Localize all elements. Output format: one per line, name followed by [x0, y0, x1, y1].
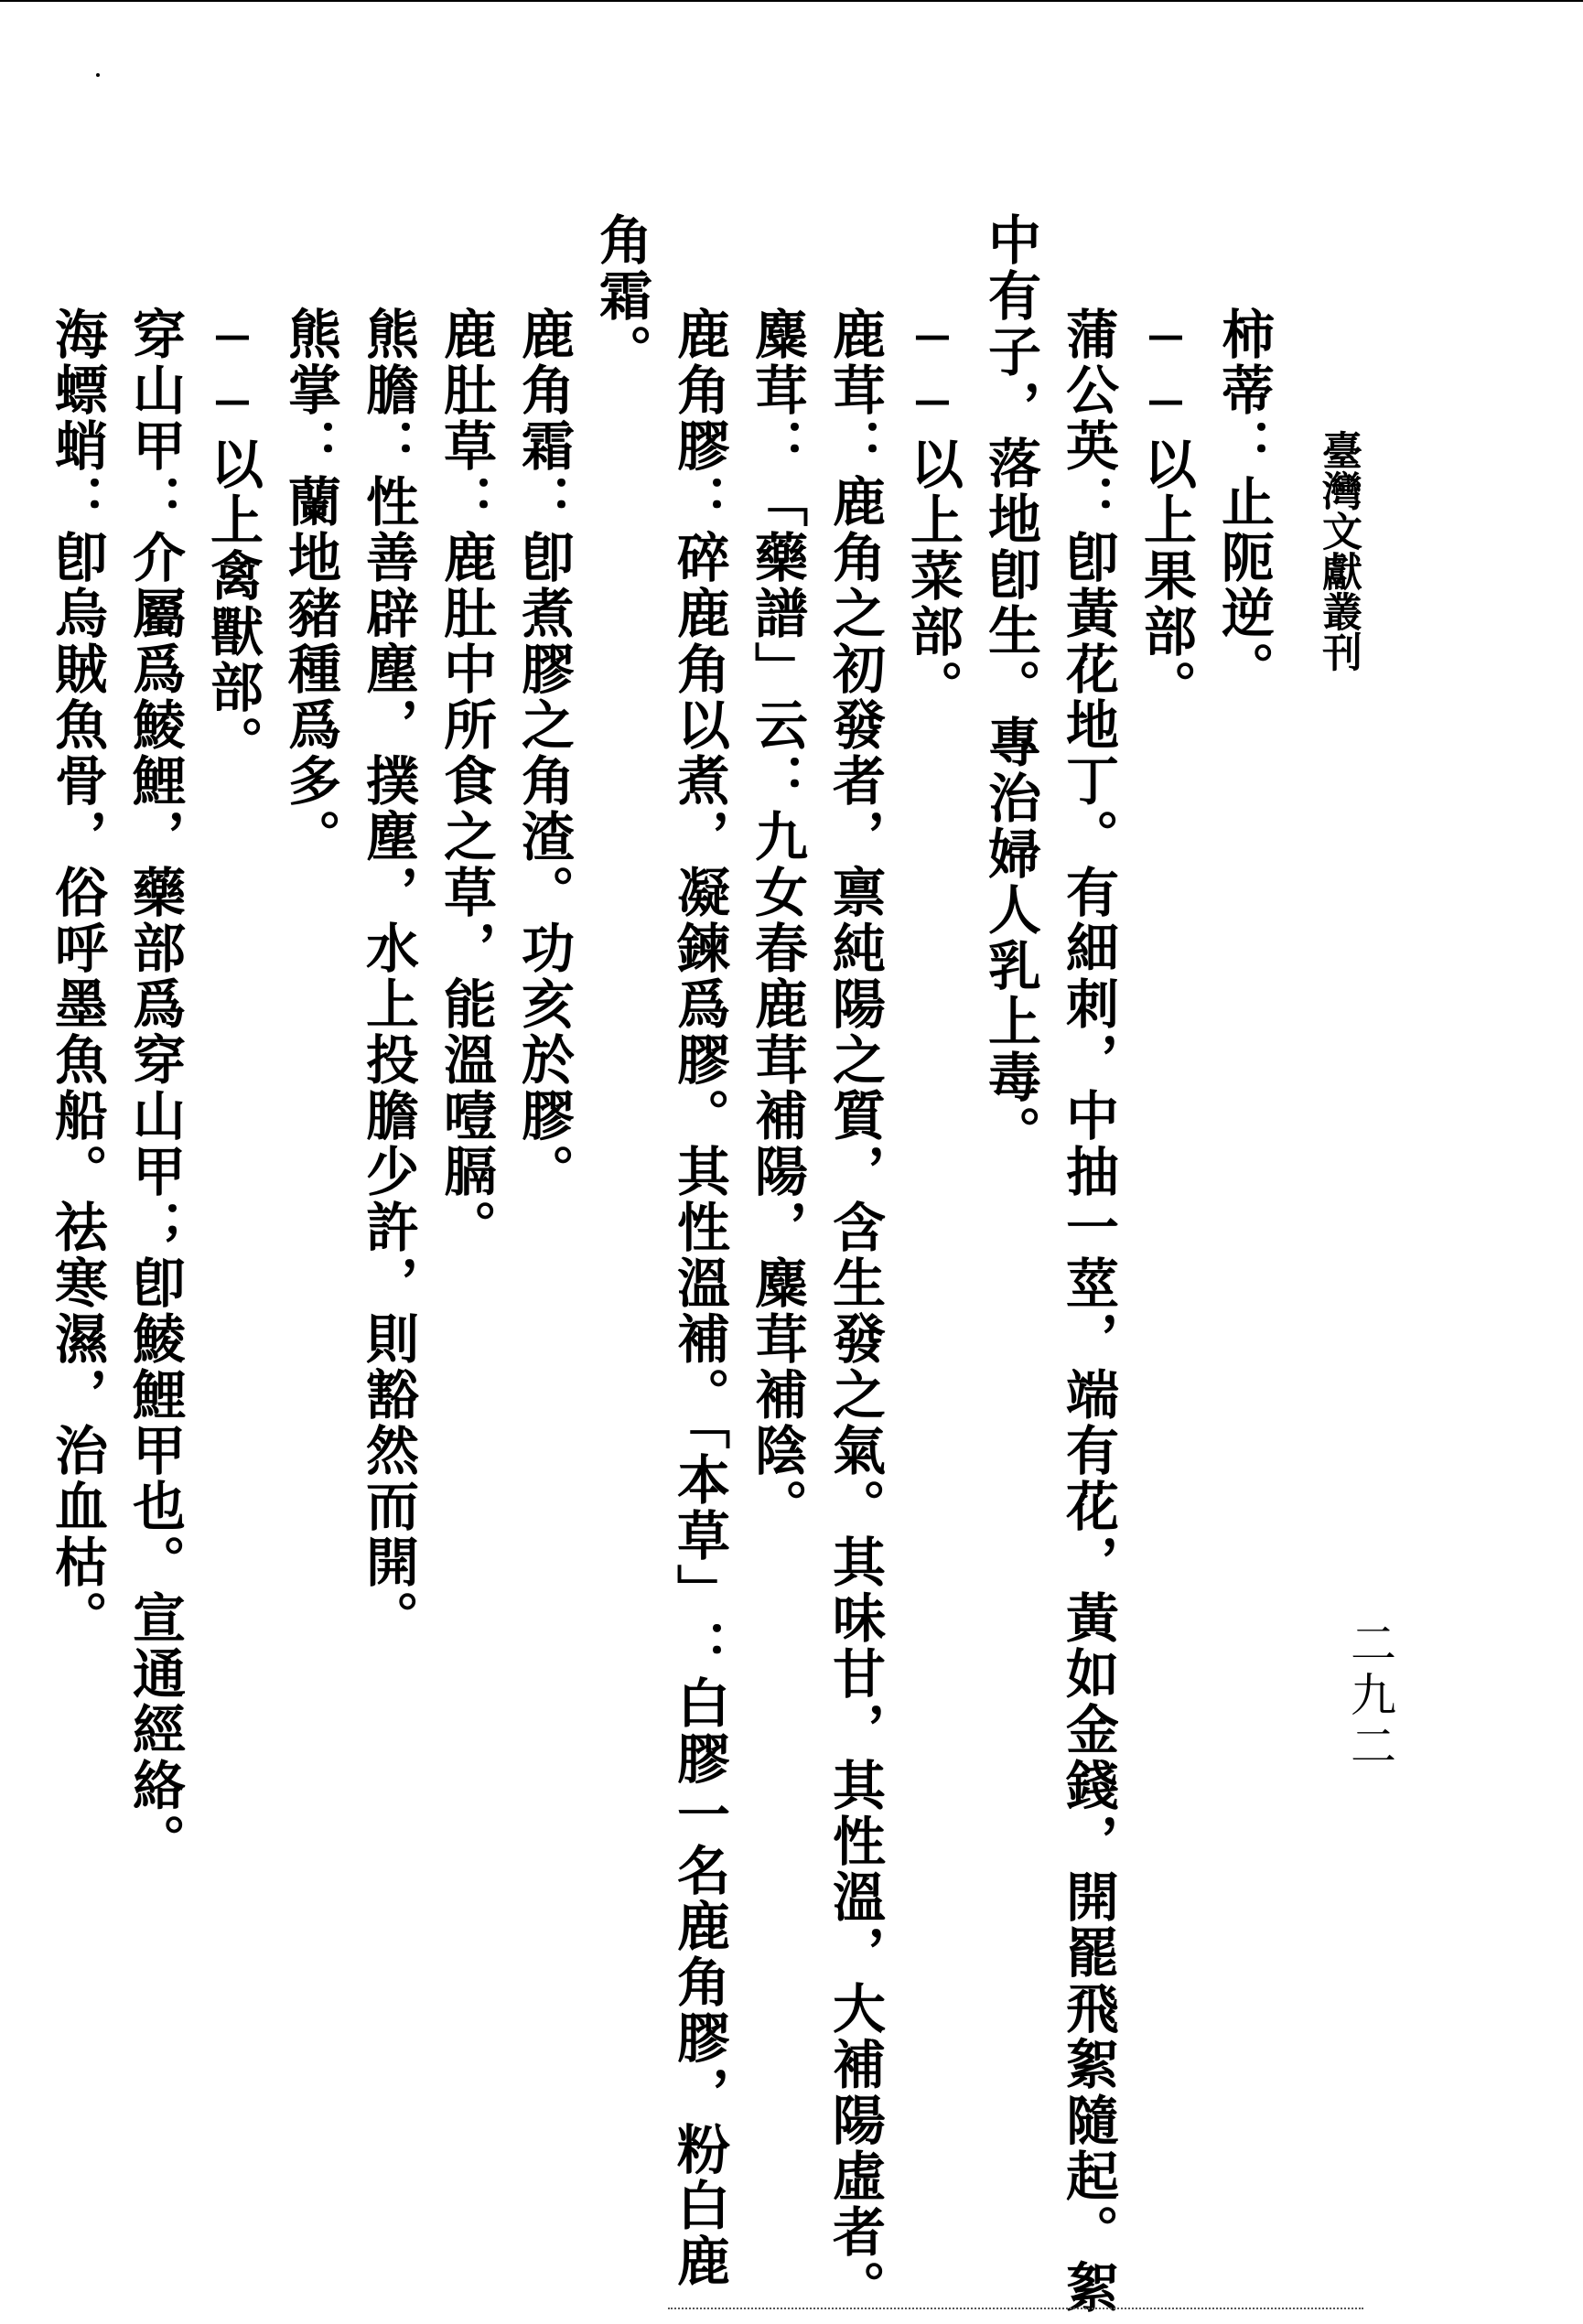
scan-speck — [96, 73, 100, 77]
text-column-11: 鹿肚草：鹿肚中所食之草，能溫噎膈。 — [435, 307, 497, 1255]
text-column-8: 鹿角膠：碎鹿角以煮，凝鍊爲膠。其性溫補。「本草」：白膠一名鹿角膠，粉白鹿 — [668, 307, 730, 2289]
text-column-10: 鹿角霜：卽煮膠之角渣。功亥於膠。 — [512, 307, 575, 1200]
text-column-14: ──以上禽獸部。 — [201, 307, 264, 771]
scan-edge-artifact — [668, 2308, 1363, 2315]
text-column-1: 柿蒂：止阨逆。 — [1212, 307, 1275, 697]
text-column-6: 鹿茸：鹿角之初發者，禀純陽之質，含生發之氣。其味甘，其性溫，大補陽虛者。 — [824, 307, 886, 2316]
text-column-7: 麋茸：「藥譜」云：九女春鹿茸補陽，麋茸補陰。 — [746, 307, 808, 1534]
text-column-3: 蒲公英：卽黃花地丁。有細刺，中抽一莖，端有花，黃如金錢，開罷飛絮隨起。絮 — [1057, 307, 1119, 2316]
page-number: 二九二 — [1343, 1619, 1396, 1773]
text-column-16: 海螵蛸：卽烏賊魚骨，俗呼墨魚船。祛寒濕，治血枯。 — [46, 307, 108, 1646]
text-column-4: 中有子，落地卽生。專治婦人乳上毒。 — [979, 212, 1041, 1161]
running-header-title: 臺灣文獻叢刊 — [1315, 430, 1362, 672]
top-border-line — [0, 0, 1583, 2]
text-column-5: ──以上菜部。 — [901, 307, 964, 715]
text-column-15: 穿山甲：介屬爲鯪鯉，藥部爲穿山甲；卽鯪鯉甲也。宣通經絡。 — [124, 307, 186, 1869]
text-column-9: 角霜。 — [590, 212, 652, 380]
text-column-13: 熊掌：蘭地豬種爲多。 — [279, 307, 341, 865]
text-column-2: ──以上果部。 — [1135, 307, 1197, 715]
text-column-12: 熊膽：性善辟塵，撲塵，水上投膽少許，則豁然而開。 — [357, 307, 419, 1646]
